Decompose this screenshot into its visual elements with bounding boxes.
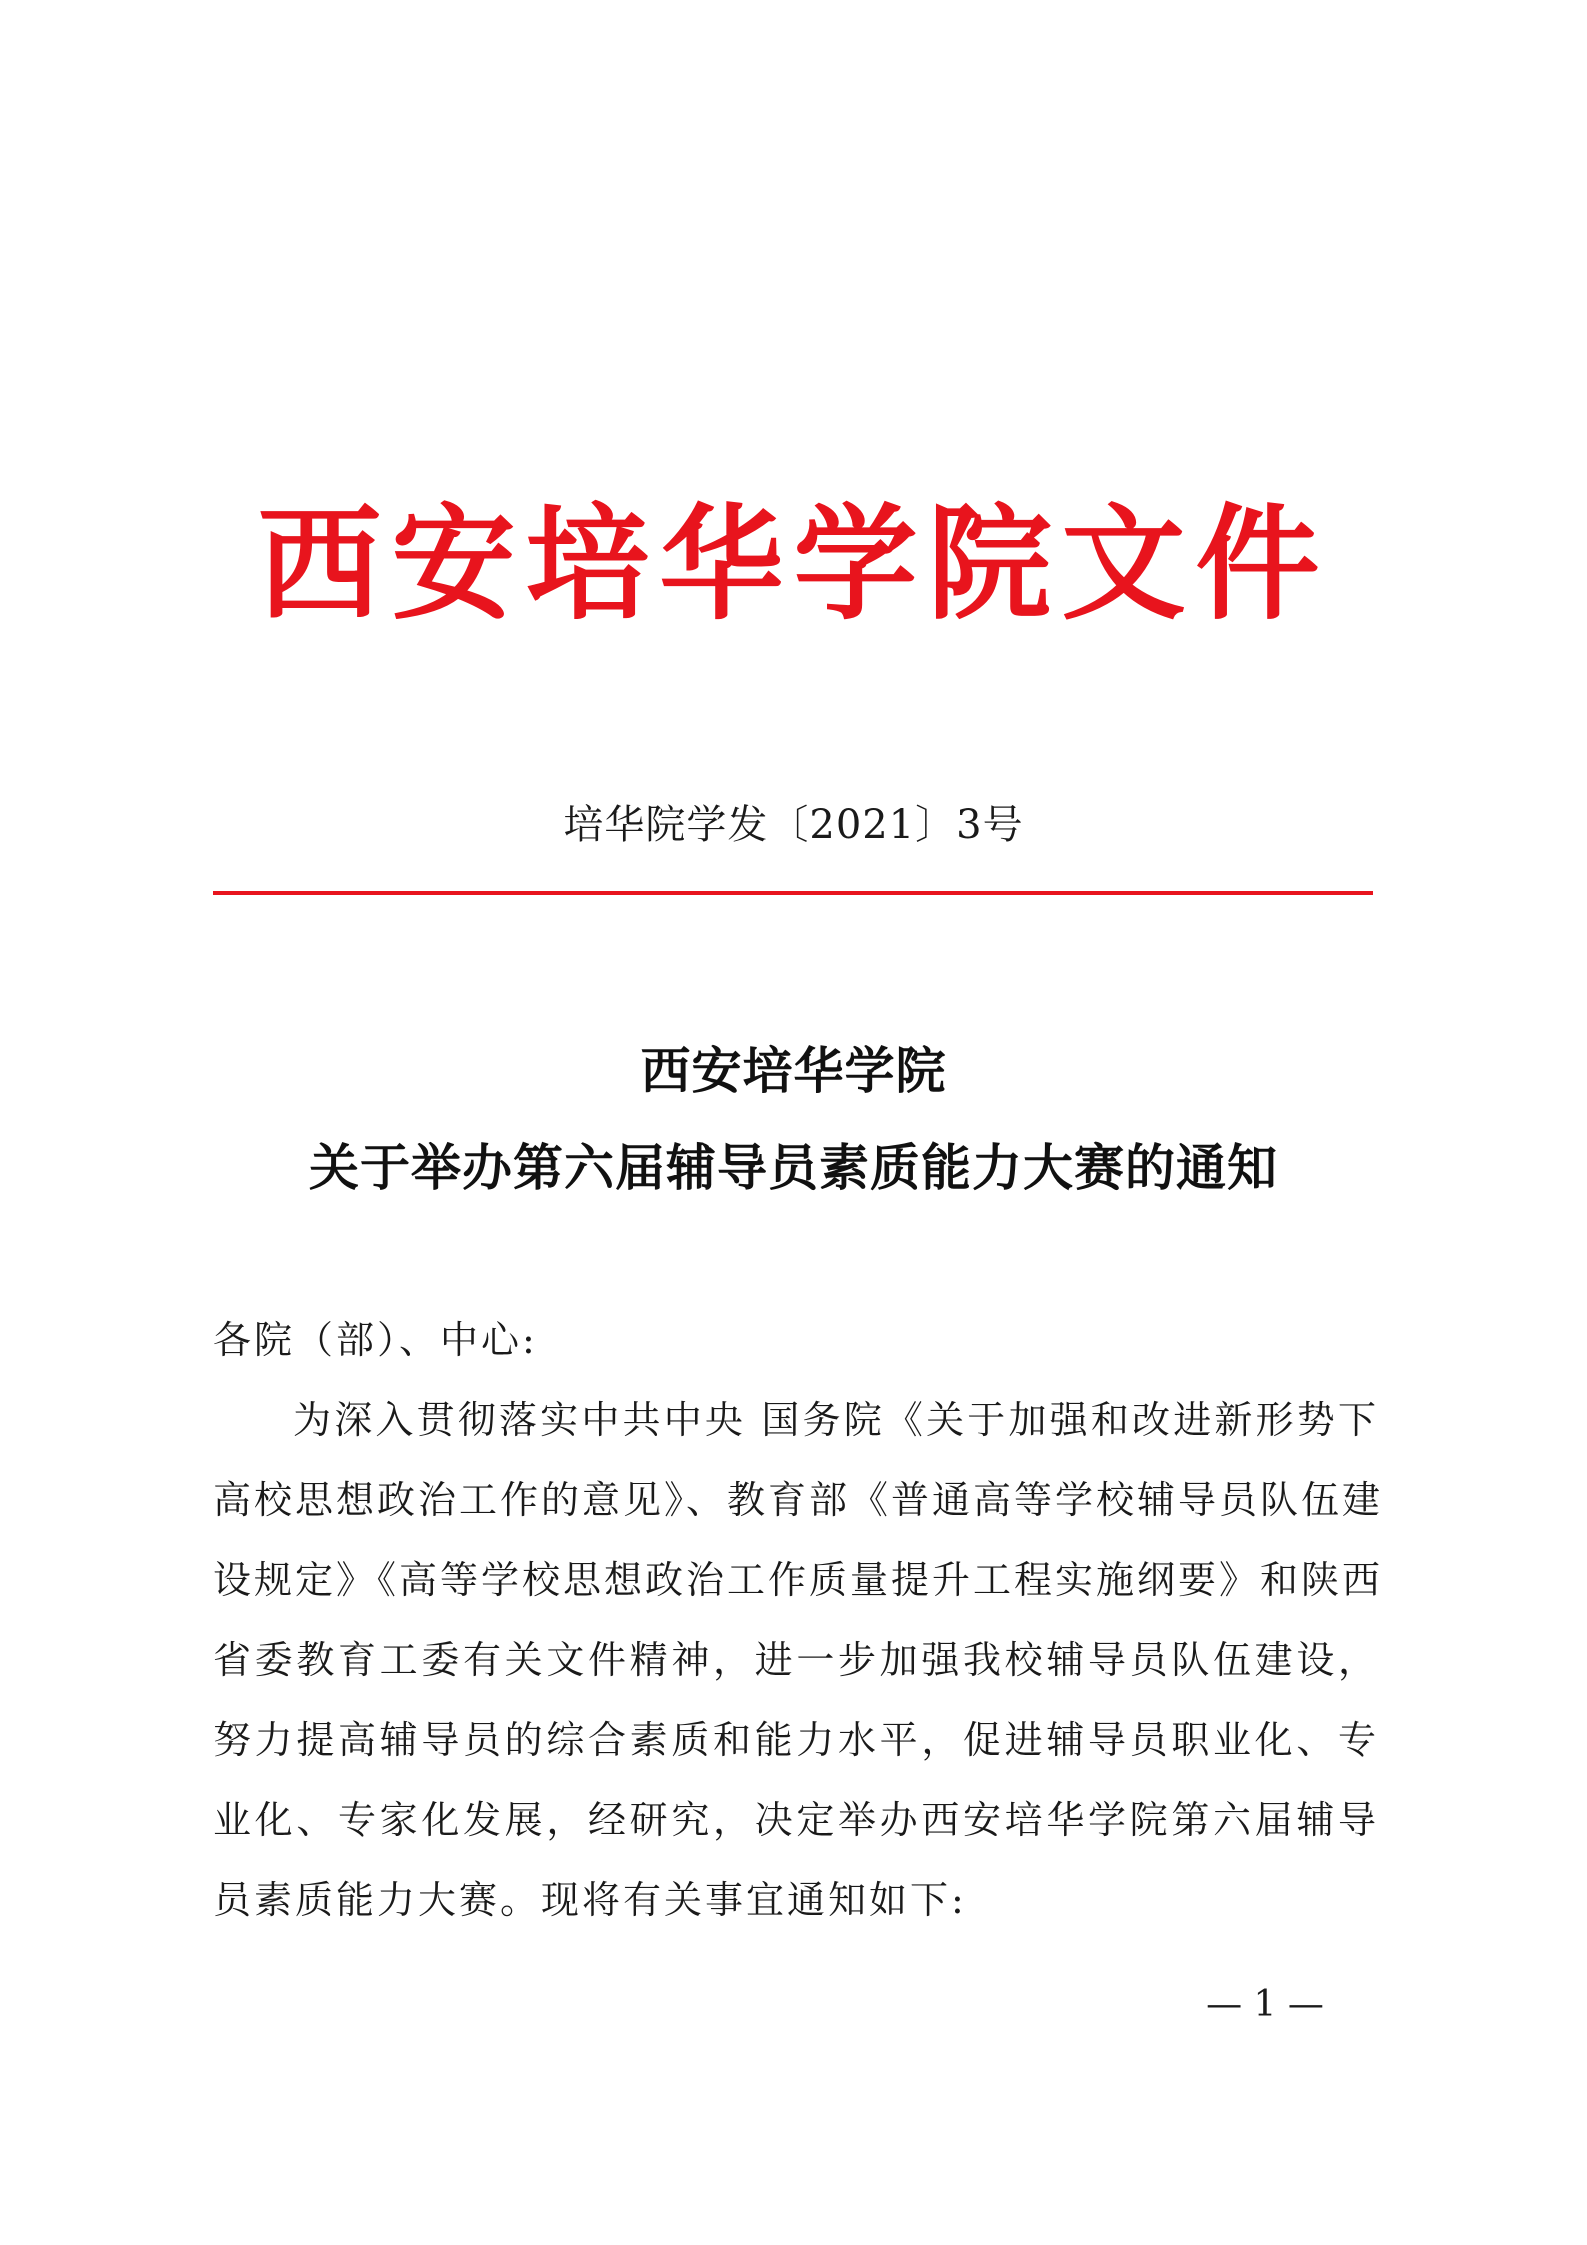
body-line: 省委教育工委有关文件精神，进一步加强我校辅导员队伍建设， [213, 1638, 1379, 1682]
body-line: 员素质能力大赛。现将有关事宜通知如下: [213, 1878, 967, 1922]
body-line: 设规定》《高等学校思想政治工作质量提升工程实施纲要》和陕西 [213, 1558, 1384, 1602]
body-line: 为深入贯彻落实中共中央 国务院《关于加强和改进新形势下 [293, 1398, 1379, 1442]
body-line: 业化、专家化发展，经研究，决定举办西安培华学院第六届辅导 [213, 1798, 1379, 1842]
page-number: — 1 — [1206, 1984, 1324, 2025]
document-number: 培华院学发〔2021〕3号 [563, 802, 1024, 848]
document-title-line-1: 西安培华学院 [640, 1041, 947, 1100]
body-line: 高校思想政治工作的意见》、教育部《普通高等学校辅导员队伍建 [213, 1478, 1384, 1522]
body-line: 努力提高辅导员的综合素质和能力水平，促进辅导员职业化、专 [213, 1718, 1379, 1762]
document-title-line-2: 关于举办第六届辅导员素质能力大赛的通知 [309, 1138, 1278, 1197]
document-masthead: 西安培华学院文件 [257, 492, 1330, 637]
salutation: 各院（部）、中心: [213, 1318, 538, 1362]
red-divider-line [213, 891, 1373, 895]
